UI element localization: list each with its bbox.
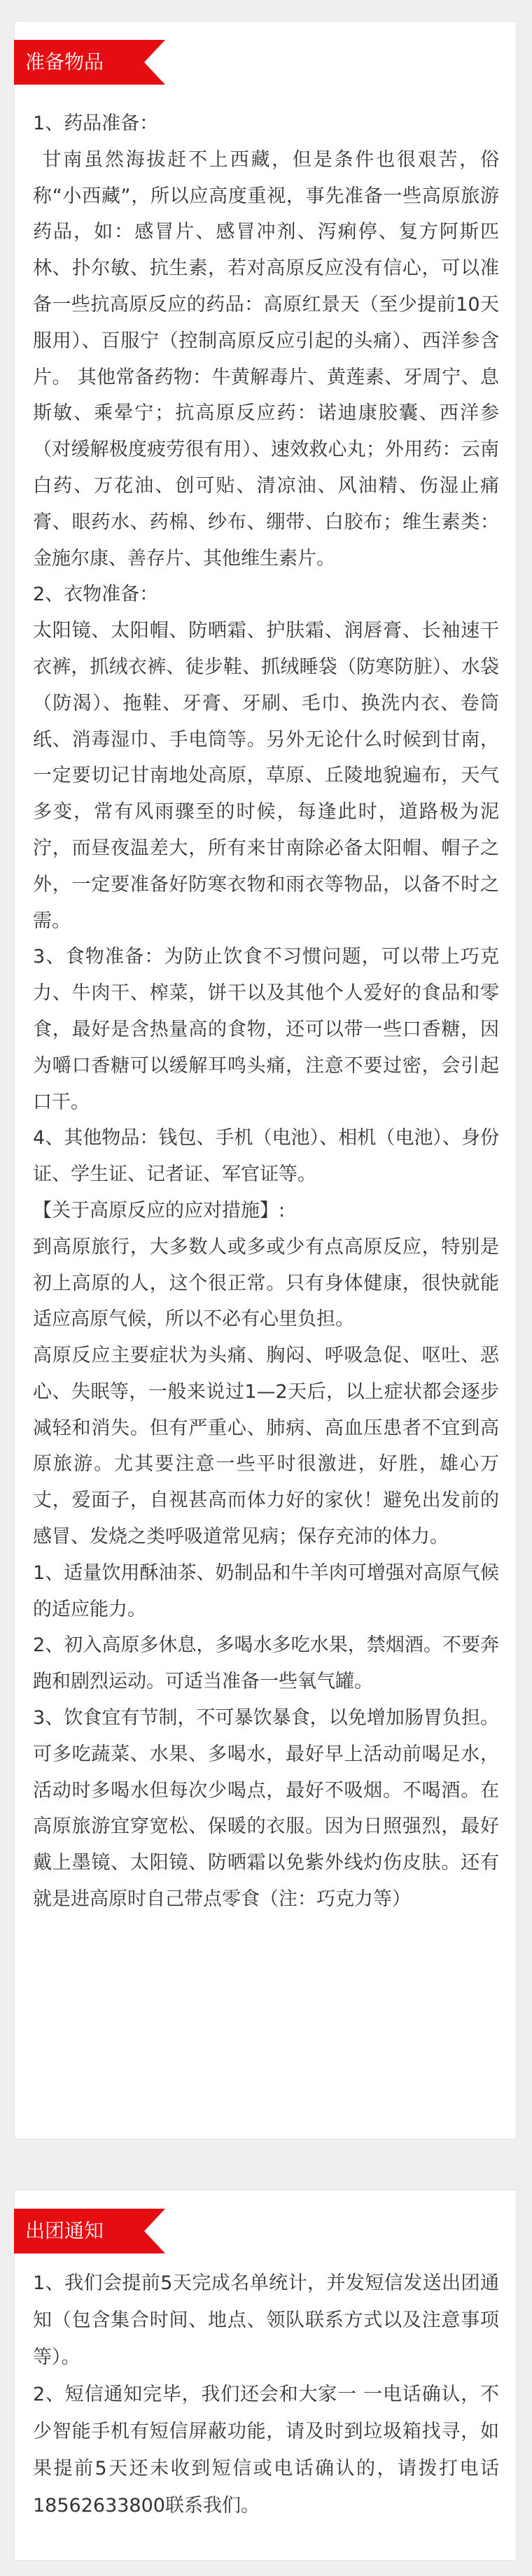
paragraph-tip-3: 3、饮食宜有节制，不可暴饮暴食，以免增加肠胃负担。可多吃蔬菜、水果、多喝水，最好早上活动前喝足水，活动时多喝水但每次少喝点，最好不吸烟。不喝酒。在高原旅游宜穿宽松、保暖的衣服。因为日照强烈，最好戴上墨镜、太阳镜、防晒霜以免紫外线灼伤皮肤。还有就是进高原时自己带点零食（注：巧克力等） xyxy=(33,1707,499,1911)
notice-section-card xyxy=(14,2190,517,2561)
paragraph-other-items: 4、其他物品：钱包、手机（电池）、相机（电池）、身份证、学生证、记者证、军官证等。 xyxy=(33,1127,499,1186)
section-title: 出团通知 xyxy=(25,2219,104,2242)
paragraph-altitude-intro: 到高原旅行，大多数人或多或少有点高原反应，特别是初上高原的人，这个很正常。只有身体健康，很快就能 适应高原气候，所以不必有心里负担。 xyxy=(33,1236,499,1331)
paragraph-notice-1: 1、我们会提前5天完成名单统计，并发短信发送出团通知（包含集合时间、地点、领队联系方式以及注意事项等）。 xyxy=(33,2272,499,2368)
paragraph-notice-2: 2、短信通知完毕，我们还会和大家一 一电话确认，不少智能手机有短信屏蔽功能，请及时到垃圾箱找寻，如果提前5天还未收到短信或电话确认的，请拨打电话18562633800联系我们。 xyxy=(33,2384,499,2517)
paragraph-medicine: 甘南虽然海拔赶不上西藏，但是条件也很艰苦，俗称“小西藏”，所以应高度重视，事先准备一些高原旅游药品，如：感冒片、感冒冲剂、泻痢停、复方阿斯匹林、扑尔敏、抗生素，若对高原反应没有信心，可以准备一些抗高原反应的药品：高原红景天（至少提前10天服用）、百服宁（控制高原反应引起的头痛）、西洋参含片。 其他常备药物：牛黄解毒片、黄莲素、牙周宁、息斯敏、乘晕宁；抗高原反应药：诺迪康胶囊、西洋参（对缓解极度疲劳很有用）、速效救心丸；外用药：云南白药、万花油、创可贴、清凉油、风油精、伤湿止痛膏、眼药水、药棉、纱布、绷带、白胶布；维生素类：金施尔康、善存片、其他维生素片。 xyxy=(33,148,499,569)
paragraph-tip-2: 2、初入高原多休息，多喝水多吃水果，禁烟酒。不要奔跑和剧烈运动。可适当准备一些氧气罐。 xyxy=(33,1634,499,1693)
section-title: 准备物品 xyxy=(25,50,104,73)
paragraph-clothing: 太阳镜、太阳帽、防晒霜、护肤霜、润唇膏、长袖速干衣裤，抓绒衣裤、徒步鞋、抓绒睡袋（防寒防脏）、水袋（防渴）、拖鞋、牙膏、牙刷、毛巾、换洗内衣、卷筒纸、消毒湿巾、手电筒等。另外无论什么时候到甘南，一定要切记甘南地处高原，草原、丘陵地貌遍布，天气多变，常有风雨骤至的时候，每逢此时，道路极为泥泞，而昼夜温差大，所有来甘南除必备太阳帽、帽子之外，一定要准备好防寒衣物和雨衣等物品，以备不时之需。 xyxy=(33,620,499,932)
paragraph-altitude-heading: 【关于高原反应的应对措施】: xyxy=(33,1199,286,1222)
prep-section-card xyxy=(14,21,517,2139)
paragraph-tip-1: 1、适量饮用酥油茶、奶制品和牛羊肉可增强对高原气候的适应能力。 xyxy=(33,1562,499,1620)
section-title-tag xyxy=(14,2209,144,2253)
section-body xyxy=(33,2265,499,2524)
section-body xyxy=(33,106,499,1918)
paragraph-altitude-symptoms: 高原反应主要症状为头痛、胸闷、呼吸急促、呕吐、恶心、失眠等，一般来说过1—2天后，以上症状都会逐步减轻和消失。但有严重心、肺病、高血压患者不宜到高原旅游。尤其要注意一些平时很激进，好胜，雄心万丈，爱面子，自视甚高而体力好的家伙！避免出发前的感冒、发烧之类呼吸道常见病；保存充沛的体力。 xyxy=(33,1345,499,1548)
paragraph-food: 3、食物准备：为防止饮食不习惯问题，可以带上巧克力、牛肉干、榨菜，饼干以及其他个人爱好的食品和零食，最好是含热量高的食物，还可以带一些口香糖，因为嚼口香糖可以缓解耳鸣头痛，注意不要过密，会引起口干。 xyxy=(33,946,499,1113)
paragraph-medicine-heading: 1、药品准备： xyxy=(33,113,159,134)
paragraph-clothing-heading: 2、衣物准备： xyxy=(33,583,159,606)
section-title-tag xyxy=(14,40,144,85)
